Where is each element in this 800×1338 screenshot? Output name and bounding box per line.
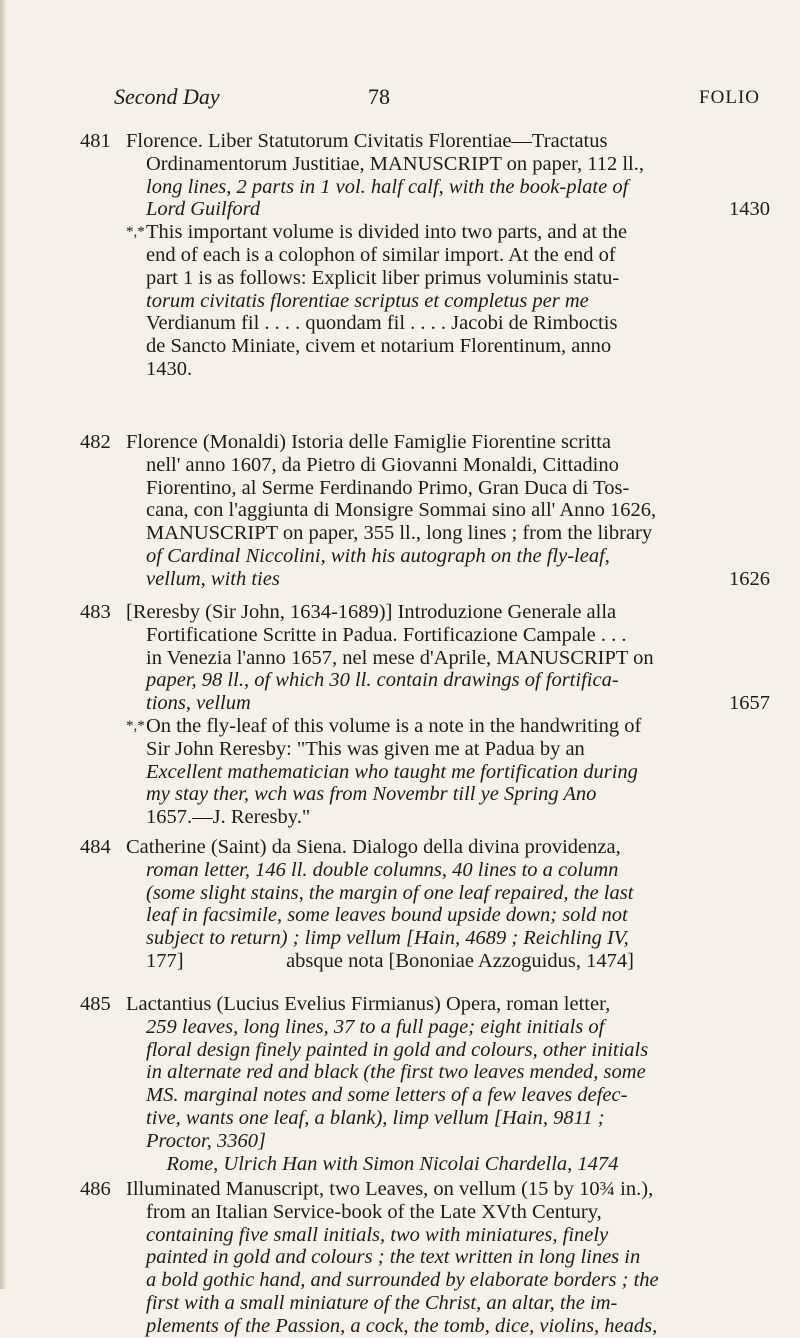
desc-line: first with a small miniature of the Christ, an altar, the im- (146, 1291, 618, 1314)
lot-number: 486 (80, 1178, 111, 1200)
lot-date: 1657 (729, 692, 770, 715)
lot-number: 484 (80, 836, 111, 858)
desc-line: Fortificatione Scritte in Padua. Fortificazione Campale . . . (146, 623, 627, 646)
lot-entry (80, 993, 770, 1175)
desc-line: nell' anno 1607, da Pietro di Giovanni Monaldi, Cittadino (146, 453, 619, 476)
page-edge-shadow (0, 0, 6, 1289)
running-head-section: Second Day (114, 84, 220, 109)
desc-line: vellum, with ties (146, 567, 280, 590)
desc-line: Florence (Monaldi) Istoria delle Famiglie Fiorentine scritta (126, 431, 612, 453)
note-line: 1430. (146, 357, 193, 380)
note-line: 1657.—J. Reresby." (146, 806, 311, 829)
desc-line: painted in gold and colours ; the text written in long lines in (146, 1246, 641, 1269)
note-line: torum civitatis florentiae scriptus et completus per me (146, 289, 589, 312)
note-line: my stay ther, wch was from Novembr till ye Spring Ano (146, 783, 597, 806)
lot-entry (80, 431, 770, 591)
desc-line: tions, vellum (146, 692, 251, 715)
lot-description (126, 601, 770, 829)
lot-description (126, 993, 770, 1175)
note-line: On the fly-leaf of this volume is a note in the handwriting of (146, 714, 642, 737)
desc-line-with-date (126, 568, 770, 591)
desc-line: (some slight stains, the margin of one leaf repaired, the last (146, 881, 634, 904)
desc-line: in alternate red and black (the first two leaves mended, some (146, 1061, 646, 1084)
desc-line: plements of the Passion, a cock, the tomb, dice, violins, heads, (146, 1314, 658, 1337)
desc-line: floral design finely painted in gold and colours, other initials (146, 1038, 649, 1061)
note-marker: *,* (126, 224, 145, 241)
lot-number: 485 (80, 993, 111, 1015)
lot-date: 1430 (729, 198, 770, 221)
desc-line: from an Italian Service-book of the Late XVth Century, (146, 1200, 602, 1223)
desc-line: long lines, 2 parts in 1 vol. half calf, with the book-plate of (146, 175, 629, 198)
lot-entry (80, 836, 770, 973)
lot-entry (80, 1178, 770, 1338)
desc-line: Florence. Liber Statutorum Civitatis Florentiae—Tractatus (126, 130, 608, 152)
desc-line: Proctor, 3360] (146, 1129, 266, 1152)
desc-line: MANUSCRIPT on paper, 355 ll., long lines ; from the library (146, 522, 653, 545)
desc-line: containing five small initials, two with miniatures, finely (146, 1223, 609, 1246)
desc-line: MS. marginal notes and some letters of a few leaves defec- (146, 1084, 628, 1107)
page-number: 78 (368, 84, 390, 109)
lot-entry (80, 130, 770, 381)
lot-number: 481 (80, 130, 111, 152)
lot-entry (80, 601, 770, 829)
desc-line: cana, con l'aggiunta di Monsigre Sommai sino all' Anno 1626, (146, 499, 657, 522)
note-line: Verdianum fil . . . . quondam fil . . . . Jacobi de Rimboctis (146, 312, 618, 335)
desc-line: leaf in facsimile, some leaves bound upside down; sold not (146, 904, 628, 927)
lot-description (126, 130, 770, 381)
desc-line: in Venezia l'anno 1657, nel mese d'Aprile, MANUSCRIPT on (146, 646, 654, 669)
desc-line: Lactantius (Lucius Evelius Firmianus) Opera, roman letter, (126, 993, 611, 1015)
note-line: This important volume is divided into two parts, and at the (146, 221, 628, 244)
note-line: end of each is a colophon of similar import. At the end of (146, 243, 616, 266)
desc-line: 259 leaves, long lines, 37 to a full page; eight initials of (146, 1015, 605, 1038)
desc-line: Ordinamentorum Justitiae, MANUSCRIPT on paper, 112 ll., (146, 152, 644, 175)
desc-line: Rome, Ulrich Han with Simon Nicolai Chardella, 1474 (146, 1152, 619, 1175)
desc-line-with-date (126, 692, 770, 715)
desc-line: roman letter, 146 ll. double columns, 40 lines to a column (146, 858, 619, 881)
lot-number: 482 (80, 431, 111, 453)
desc-line: paper, 98 ll., of which 30 ll. contain drawings of fortifica- (146, 669, 619, 692)
note-marker: *,* (126, 717, 145, 734)
desc-line: tive, wants one leaf, a blank), limp vellum [Hain, 9811 ; (146, 1106, 605, 1129)
lot-description (126, 431, 770, 591)
desc-line: Catherine (Saint) da Siena. Dialogo della divina providenza, (126, 836, 621, 858)
note-line: Sir John Reresby: "This was given me at Padua by an (146, 737, 585, 760)
note-line: Excellent mathematician who taught me fortification during (146, 760, 638, 783)
desc-line: subject to return) ; limp vellum [Hain, 4689 ; Reichling IV, (146, 927, 629, 950)
desc-line: of Cardinal Niccolini, with his autograph on the fly-leaf, (146, 544, 610, 567)
desc-line: Fiorentino, al Serme Ferdinando Primo, Gran Duca di Tos- (146, 476, 630, 499)
desc-line-with-date (126, 198, 770, 221)
lot-date: 1626 (729, 567, 770, 590)
lot-note (126, 715, 770, 829)
running-head-format: FOLIO (699, 87, 760, 108)
running-head (114, 84, 760, 114)
lot-number: 483 (80, 601, 111, 623)
lot-note (126, 221, 770, 381)
lot-description (126, 836, 770, 973)
lot-description (126, 1178, 770, 1338)
desc-line: 177] absque nota [Bononiae Azzoguidus, 1474] (146, 949, 634, 972)
note-line: part 1 is as follows: Explicit liber primus voluminis statu- (146, 266, 620, 289)
desc-line: Lord Guilford (146, 198, 261, 221)
desc-line: Illuminated Manuscript, two Leaves, on vellum (15 by 10¾ in.), (126, 1178, 654, 1200)
desc-line: a bold gothic hand, and surrounded by elaborate borders ; the (146, 1269, 659, 1292)
desc-line: [Reresby (Sir John, 1634-1689)] Introduzione Generale alla (126, 601, 617, 623)
note-line: de Sancto Miniate, civem et notarium Florentinum, anno (146, 335, 612, 358)
